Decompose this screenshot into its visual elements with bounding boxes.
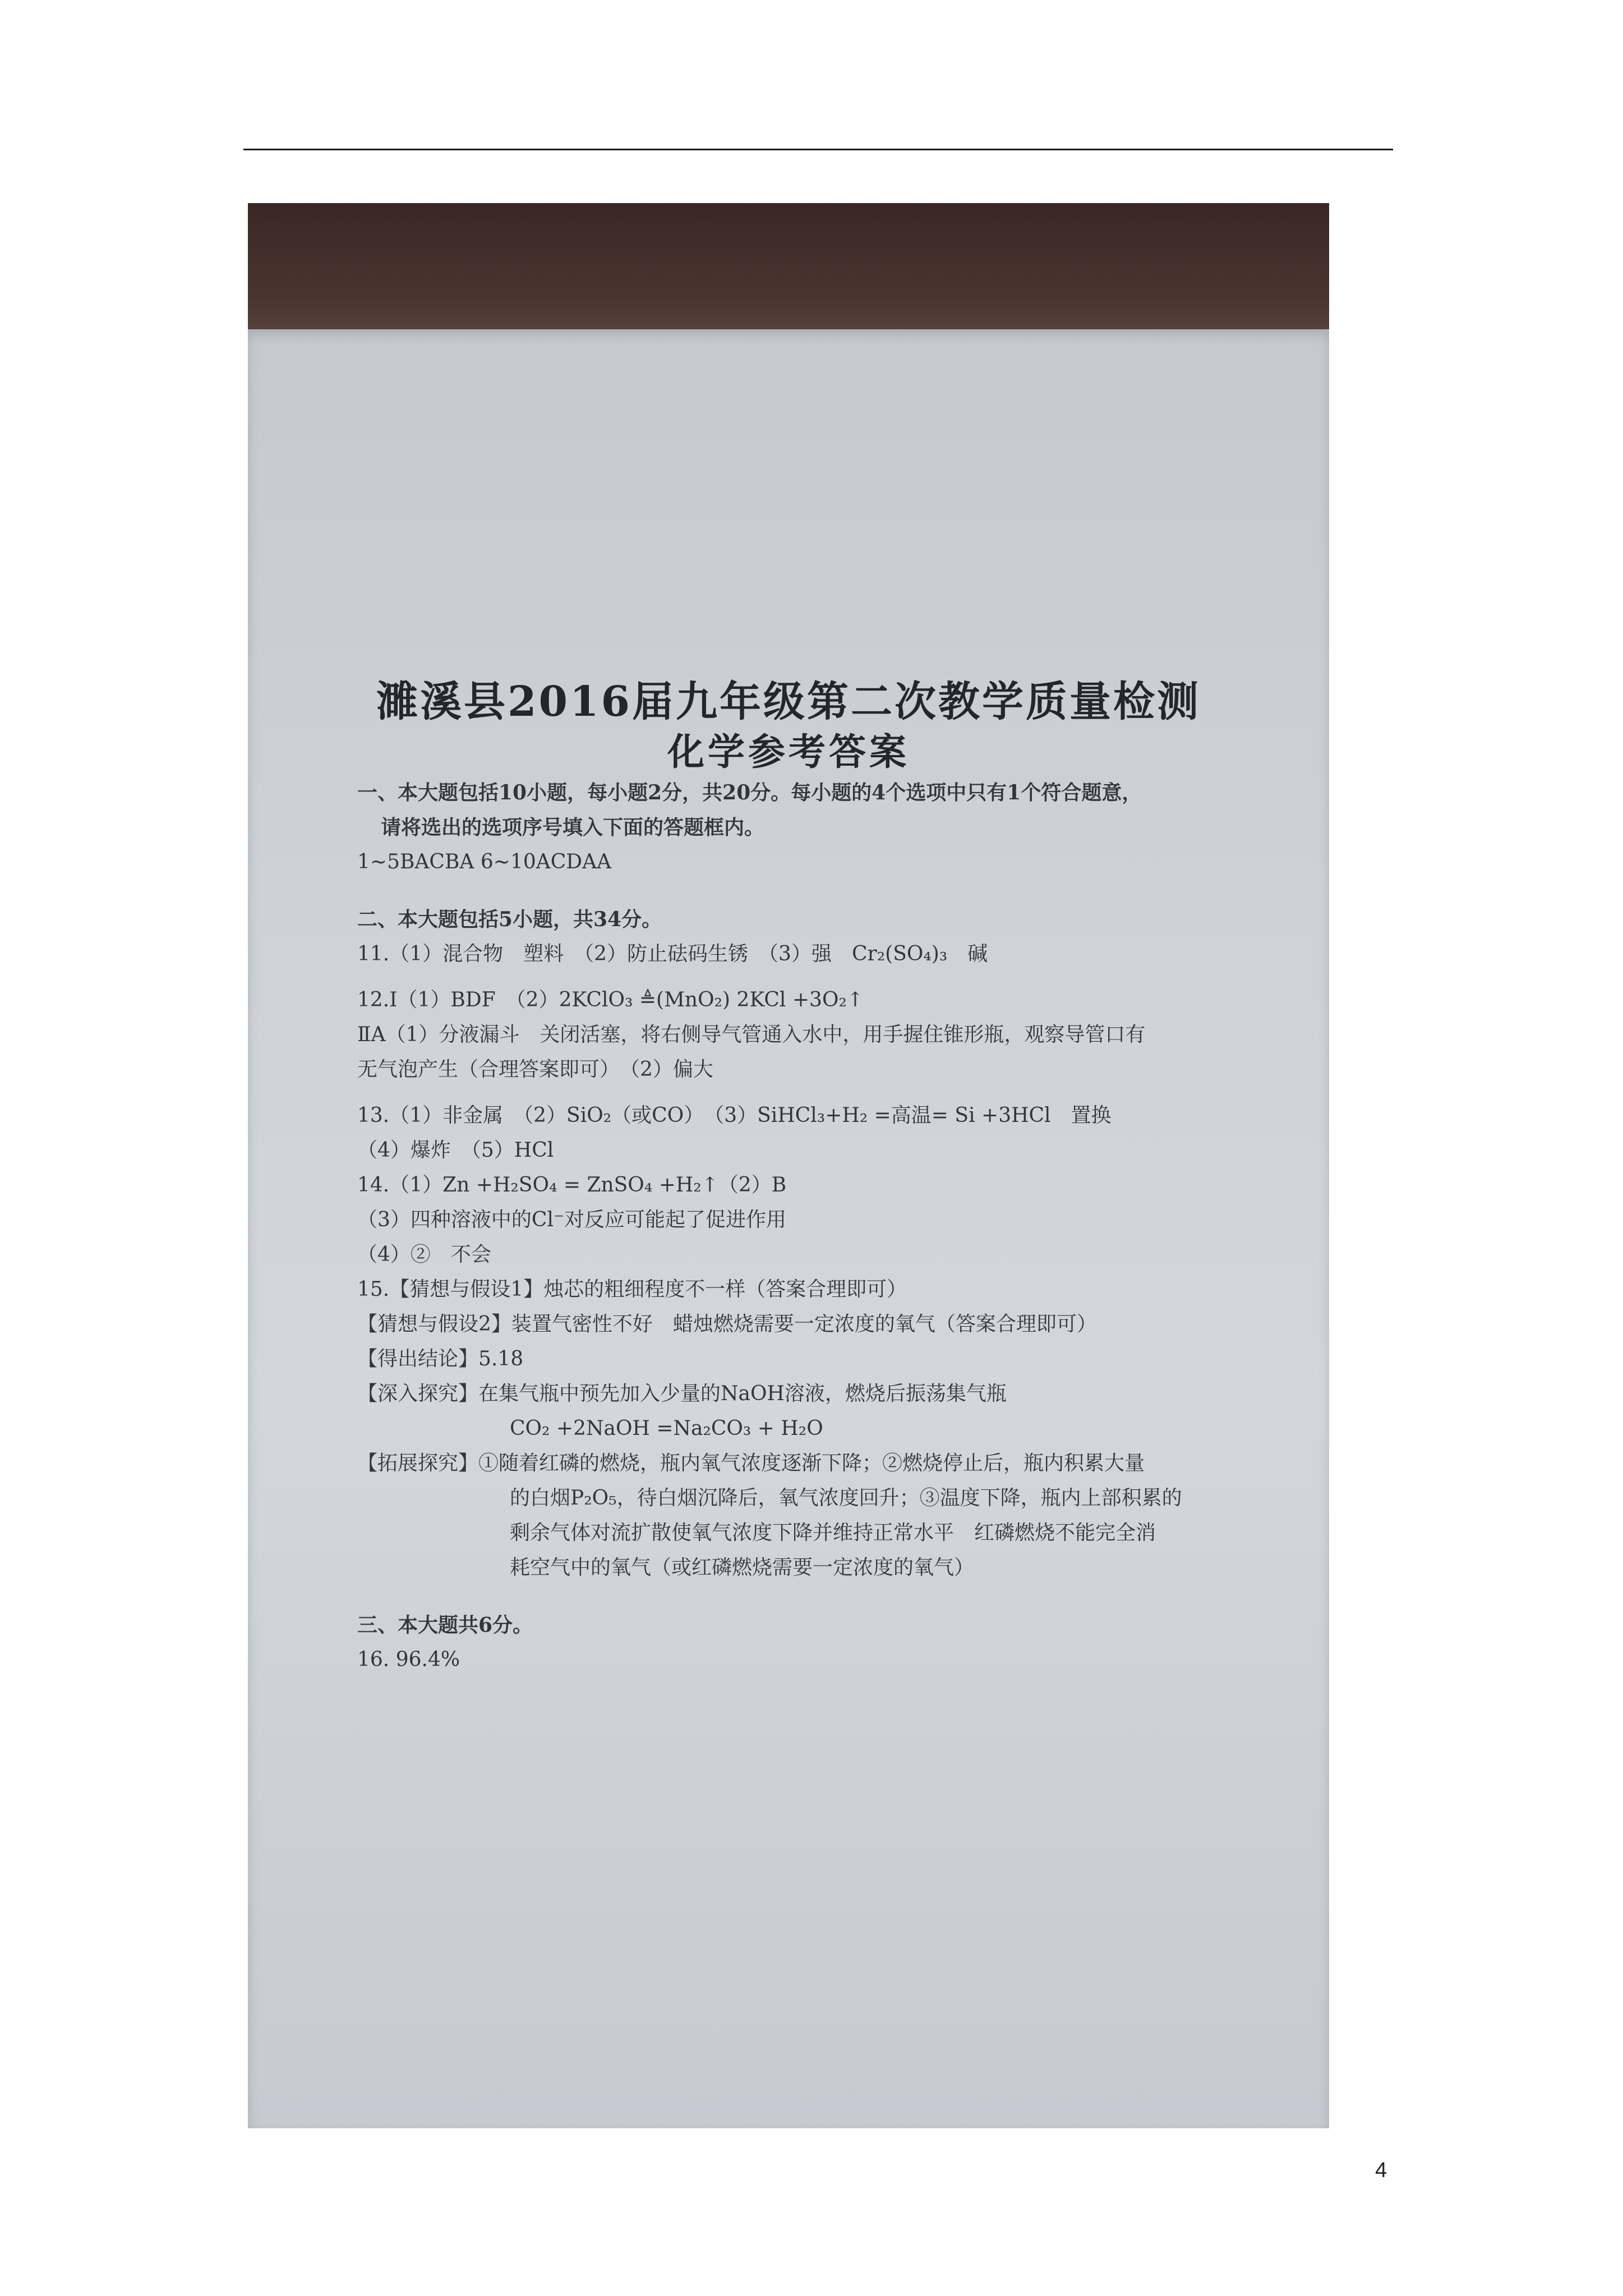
q12-answer-part3: 无气泡产生（合理答案即可） （2）偏大 [357, 1058, 713, 1081]
section1-answers: 1~5BACBA 6~10ACDAA [357, 850, 612, 873]
section1-heading: 一、本大题包括10小题，每小题2分，共20分。每小题的4个选项中只有1个符合题意， [357, 781, 1142, 804]
q15-equation: CO₂ +2NaOH =Na₂CO₃ + H₂O [510, 1417, 823, 1440]
doc-subtitle: 化学参考答案 [667, 730, 910, 774]
q13-answer-part2: （4）爆炸 （5）HCl [357, 1139, 554, 1162]
q15-hypothesis2: 【猜想与假设2】装置气密性不好 蜡烛燃烧需要一定浓度的氧气（答案合理即可） [357, 1313, 1097, 1336]
q14-answer-part3: （4）② 不会 [357, 1243, 491, 1266]
q15-conclusion: 【得出结论】5.18 [357, 1347, 524, 1370]
photo-background [248, 203, 1329, 338]
section3-heading: 三、本大题共6分。 [357, 1613, 533, 1637]
q15-extension-3: 剩余气体对流扩散使氧气浓度下降并维持正常水平 红磷燃烧不能完全消 [510, 1521, 1156, 1544]
header-rule [243, 149, 1393, 150]
q12-answer-part1: 12.Ⅰ（1）BDF （2）2KClO₃ ≜(MnO₂) 2KCl +3O₂↑ [357, 988, 864, 1011]
q13-answer-part1: 13.（1）非金属 （2）SiO₂（或CO） （3）SiHCl₃+H₂ =高温= Si +3HCl 置换 [357, 1104, 1112, 1127]
section2-heading: 二、本大题包括5小题，共34分。 [357, 908, 662, 931]
q15-hypothesis1: 15.【猜想与假设1】烛芯的粗细程度不一样（答案合理即可） [357, 1278, 907, 1301]
q11-answer: 11.（1）混合物 塑料 （2）防止砝码生锈 （3）强 Cr₂(SO₄)₃ 碱 [357, 942, 988, 965]
doc-title: 濉溪县2016届九年级第二次教学质量检测 [376, 678, 1201, 726]
section1-heading-cont: 请将选出的选项序号填入下面的答题框内。 [381, 816, 765, 839]
page-number: 4 [1375, 2159, 1387, 2182]
q12-answer-part2: ⅡA（1）分液漏斗 关闭活塞，将右侧导气管通入水中，用手握住锥形瓶，观察导管口有 [357, 1023, 1146, 1046]
q15-extension-1: 【拓展探究】①随着红磷的燃烧，瓶内氧气浓度逐渐下降；②燃烧停止后，瓶内积累大量 [357, 1452, 1145, 1475]
q16-answer: 16. 96.4% [357, 1648, 460, 1671]
q15-extension-4: 耗空气中的氧气（或红磷燃烧需要一定浓度的氧气） [510, 1556, 975, 1579]
q15-further-inquiry: 【深入探究】在集气瓶中预先加入少量的NaOH溶液，燃烧后振荡集气瓶 [357, 1382, 1007, 1405]
q14-answer-part1: 14.（1）Zn +H₂SO₄ = ZnSO₄ +H₂↑（2）B [357, 1174, 787, 1197]
q14-answer-part2: （3）四种溶液中的Cl⁻对反应可能起了促进作用 [357, 1208, 786, 1231]
q15-extension-2: 的白烟P₂O₅，待白烟沉降后，氧气浓度回升；③温度下降，瓶内上部积累的 [510, 1487, 1182, 1510]
answer-sheet-photo [248, 203, 1329, 2128]
answer-content [357, 775, 1277, 1677]
